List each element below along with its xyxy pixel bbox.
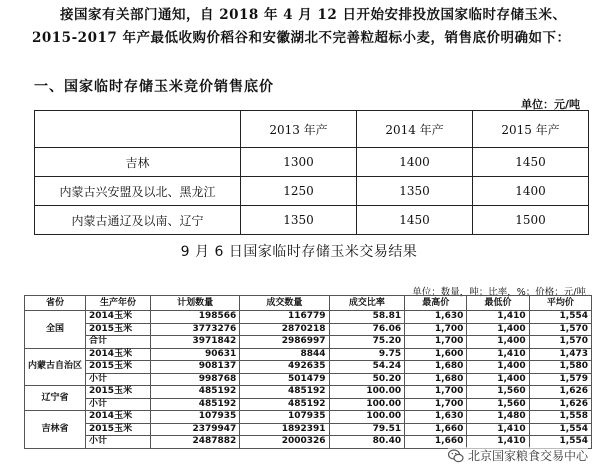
table-row [25,336,592,349]
value-cell: 3971842 [151,336,240,349]
value-cell: 501479 [240,373,329,386]
price-cell: 1500 [473,206,589,235]
table-row [25,311,592,324]
value-cell: 107935 [240,411,329,424]
year-cell: 合计 [86,336,151,349]
value-cell: 1,400 [467,361,529,374]
value-cell: 1,700 [405,336,467,349]
region-cell: 内蒙古通辽及以南、辽宁 [35,206,241,235]
value-cell: 100.00 [329,411,405,424]
value-cell: 485192 [240,398,329,411]
year-cell: 2015玉米 [86,423,151,436]
value-cell: 1,626 [529,386,591,399]
value-cell: 1,400 [467,373,529,386]
value-cell: 1,400 [467,323,529,336]
price-cell: 1400 [473,177,589,206]
value-cell: 2379947 [151,423,240,436]
table-header-cell: 2013 年产 [241,111,357,148]
table-header-cell: 成交比率 [329,296,405,311]
value-cell: 58.81 [329,311,405,324]
value-cell: 1,660 [405,436,467,449]
table-row [25,348,592,361]
table-row [35,177,589,206]
value-cell: 1,700 [405,323,467,336]
province-cell: 内蒙古自治区 [25,348,86,386]
value-cell: 80.40 [329,436,405,449]
year-cell: 2014玉米 [86,348,151,361]
table-header-cell: 成交数量 [240,296,329,311]
value-cell: 1,630 [405,411,467,424]
table-row [25,323,592,336]
value-cell: 100.00 [329,398,405,411]
value-cell: 90631 [151,348,240,361]
watermark-text: 北京国家粮食交易中心 [467,449,588,463]
value-cell: 116779 [240,311,329,324]
value-cell: 1,473 [529,348,591,361]
year-cell: 2015玉米 [86,323,151,336]
price-cell: 1300 [241,148,357,177]
value-cell: 998768 [151,373,240,386]
value-cell: 1892391 [240,423,329,436]
region-cell: 吉林 [35,148,241,177]
table-header-row [35,111,589,148]
table-row [25,373,592,386]
value-cell: 198566 [151,311,240,324]
table-header-cell: 最高价 [405,296,467,311]
table-header-row [25,296,592,311]
value-cell: 1,630 [405,311,467,324]
value-cell: 76.06 [329,323,405,336]
value-cell: 485192 [151,398,240,411]
value-cell: 1,410 [467,348,529,361]
year-cell: 2015玉米 [86,361,151,374]
year-cell: 小计 [86,398,151,411]
value-cell: 8844 [240,348,329,361]
value-cell: 492635 [240,361,329,374]
price-cell: 1350 [241,206,357,235]
table-header-cell: 计划数量 [151,296,240,311]
watermark [448,447,588,464]
table-row [25,411,592,424]
value-cell: 2870218 [240,323,329,336]
value-cell: 1,580 [529,361,591,374]
table-row [35,206,589,235]
value-cell: 1,570 [529,336,591,349]
price-cell: 1450 [357,206,473,235]
price-cell: 1400 [357,148,473,177]
table-header-cell: 生产年份 [86,296,151,311]
year-cell: 2014玉米 [86,411,151,424]
value-cell: 1,410 [467,423,529,436]
value-cell: 485192 [240,386,329,399]
wechat-icon [448,448,464,464]
value-cell: 1,400 [467,336,529,349]
trade-results-table [24,295,592,449]
value-cell: 1,700 [405,386,467,399]
province-cell: 辽宁省 [25,386,86,411]
price-unit-label: 单位：元/吨 [520,98,580,111]
value-cell: 1,560 [467,398,529,411]
value-cell: 1,558 [529,411,591,424]
year-cell: 小计 [86,373,151,386]
table-header-cell: 平均价 [529,296,591,311]
value-cell: 2000326 [240,436,329,449]
value-cell: 1,410 [467,436,529,449]
value-cell: 2986997 [240,336,329,349]
value-cell: 1,410 [467,311,529,324]
table-row [35,148,589,177]
value-cell: 1,700 [405,398,467,411]
price-cell: 1350 [357,177,473,206]
value-cell: 79.51 [329,423,405,436]
section-title: 一、国家临时存储玉米竞价销售底价 [34,79,274,95]
table-row [25,423,592,436]
value-cell: 1,680 [405,373,467,386]
year-cell: 小计 [86,436,151,449]
value-cell: 1,579 [529,373,591,386]
value-cell: 1,554 [529,436,591,449]
table-header-cell: 省份 [25,296,86,311]
value-cell: 75.20 [329,336,405,349]
value-cell: 1,554 [529,423,591,436]
value-cell: 1,600 [405,348,467,361]
table-row [25,361,592,374]
price-cell: 1450 [473,148,589,177]
value-cell: 1,660 [405,423,467,436]
notice-paragraph: 接国家有关部门通知，自 2018 年 4 月 12 日开始安排投放国家临时存储玉米、2015-2017 年产最低收购价稻谷和安徽湖北不完善粒超标小麦，销售底价明确如下： [32,7,571,46]
year-cell: 2015玉米 [86,386,151,399]
value-cell: 1,480 [467,411,529,424]
value-cell: 1,680 [405,361,467,374]
value-cell: 1,570 [529,323,591,336]
price-cell: 1250 [241,177,357,206]
table-row [25,386,592,399]
value-cell: 1,554 [529,311,591,324]
table-header-cell [35,111,241,148]
value-cell: 2487882 [151,436,240,449]
results-unit-label: 单位：数量，吨；比率，%；价格：元/吨 [412,287,586,298]
value-cell: 485192 [151,386,240,399]
region-cell: 内蒙古兴安盟及以北、黑龙江 [35,177,241,206]
year-cell: 2014玉米 [86,311,151,324]
value-cell: 1,560 [467,386,529,399]
value-cell: 50.20 [329,373,405,386]
table-header-cell: 2015 年产 [473,111,589,148]
value-cell: 9.75 [329,348,405,361]
table-header-cell: 2014 年产 [357,111,473,148]
value-cell: 1,626 [529,398,591,411]
reserve-price-table [34,110,589,235]
value-cell: 54.24 [329,361,405,374]
province-cell: 全国 [25,311,86,349]
results-caption: 9 月 6 日国家临时存储玉米交易结果 [180,244,418,260]
table-row [25,398,592,411]
value-cell: 107935 [151,411,240,424]
value-cell: 908137 [151,361,240,374]
table-header-cell: 最低价 [467,296,529,311]
province-cell: 吉林省 [25,411,86,449]
value-cell: 100.00 [329,386,405,399]
value-cell: 3773276 [151,323,240,336]
